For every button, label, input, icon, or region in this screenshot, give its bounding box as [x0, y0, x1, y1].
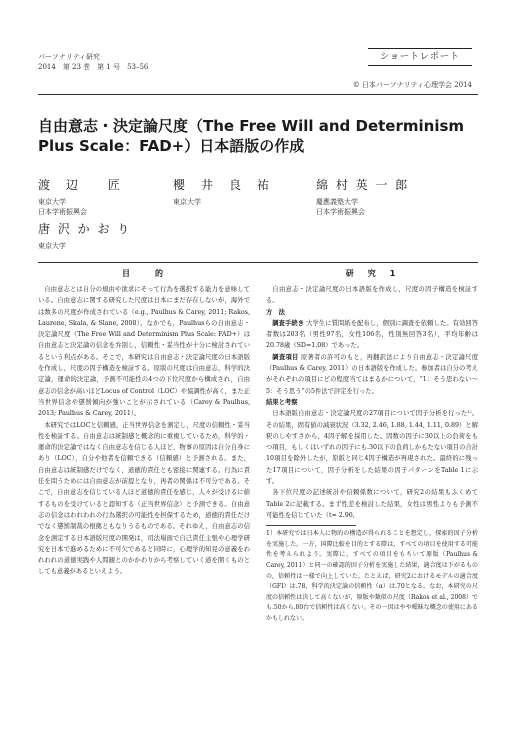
author-affiliation: 日本学術振興会	[38, 208, 87, 216]
body-paragraph: 自由意志とは自分の規由や欲求にそって行為を選択する能力を意味している。自由意志に関する研究した尺度は日本にまだ存在しないが，海外では数多の尺度が作成されている（e.g., Paulhus & Carey, 2011; Rakos, Laurene, Skala, & Slane, 2008）。なかでも，Paulhusらの自由意志・決定論尺度（The Free Will and Determinism Plus Scale: FAD+）は自由意志と決定論の信念を弁別し，信頼性・妥当性が十分に検討されているという利点がある。そこで，本研究は自由意志・決定論尺度の日本語版を作成し，尺度の因子構造を検証する。原版の尺度は自由意志，科学的決定論，運命的決定論，予測不可能性の4つの下位尺度から構成され，自由意志の信念が高いほどLocus of Control（LOC）や協調性が高く，また正当世界信念や懲罰傾向が強いことが示されている（Carey & Paulhus, 2013; Paulhus & Carey, 2011）。	[38, 286, 250, 418]
right-column	[266, 268, 478, 625]
results-heading: 結果と考察	[266, 398, 298, 406]
author-name: 櫻 井 良 祐	[173, 178, 272, 192]
author-block-4	[38, 220, 131, 251]
author-block-2	[173, 176, 271, 207]
journal-issue: 2014 第 23 巻 第 1 号 53–56	[38, 63, 149, 71]
journal-meta	[38, 52, 148, 72]
copyright-notice: © 日本パーソナリティ心理学会 2014	[352, 81, 472, 89]
author-rule	[38, 262, 478, 263]
author-affiliation: 東京大学	[38, 198, 66, 206]
author-name: 唐 沢 か お り	[38, 222, 132, 236]
section-heading-purpose: 目 的	[122, 269, 166, 278]
paper-title-line1: 自由意志・決定論尺度（The Free Will and Determinism	[38, 117, 465, 135]
author-block-1	[38, 176, 122, 217]
author-affiliation: 東京大学	[173, 198, 201, 206]
journal-name: パーソナリティ研究	[38, 53, 101, 61]
header-rule	[38, 94, 478, 95]
author-affiliation: 東京大学	[38, 242, 66, 250]
author-name: 綿 村 英 一 郎	[316, 178, 410, 192]
left-column	[38, 268, 250, 578]
participants-text: 大学生に質問紙を配布し，個別に調査を依頼した。有効回答者数は203名（男性97名，女性106名，性別無回答3名），平均年齢は20.78歳（SD=1.08）であった。	[266, 319, 478, 350]
results-text-2: 各下位尺度の記述統計や信頼係数について，研究2の結果もふくめてTable 2に記載する。まず性差を検討した結果，女性は男性よりも予測不可能性を信じていた（t= 2.96,	[266, 489, 478, 519]
author-affiliation: 日本学術振興会	[316, 208, 365, 216]
footnote: 1）本研究では日本人に物的の構造が得られることを想定し，探索的因子分析を実施した。一方，国際比較を目的とする際は，すべての項目を使用する可能性を考えられよう。実際に，すべての項目をもちいて原版（Paulhus & Carey, 2011）と同一の確認的因子分析を実施した結果，適合度は下がるものの，信頼性は一様で向上していた。たとえば，研究2におけるモデルの適合度（GFI）は.78，科学的決定論の信頼性（α）は.70となる。なお，本研究の尺度の信頼性は決して高くないが，原版や類似の尺度（Rakos et al., 2008）でも.50から.80台で信頼性は高くない。その一因はやや曖昧な概念の使用にあるかもしれない。	[266, 530, 478, 622]
author-name: 渡 辺 匠	[38, 178, 123, 192]
footnote-rule	[266, 525, 356, 526]
paper-title-line2: Plus Scale：FAD+）日本語版の作成	[38, 137, 305, 155]
materials-text: 原著者の許可のもと，再翻訳法により自由意志・決定論尺度（Paulhus & Carey, 2011）の日本語版を作成した。参加者は自分の考えがそれぞれの項目にどの程度当てはまるかについて，“1：そう思わない～5：そう思う”の5件法で評定を行った。	[266, 353, 479, 395]
paper-title	[38, 116, 478, 156]
method-heading: 方 法	[266, 308, 285, 316]
author-block-3	[316, 176, 409, 217]
materials-label: 調査項目	[272, 353, 299, 361]
study-intro: 自由意志・決定論尺度の日本語版を作成し，尺度の因子構造を検証する。	[266, 286, 478, 305]
author-affiliation: 慶應義塾大学	[316, 198, 358, 206]
results-text: 日本語版自由意志・決定論尺度の27項目について因子分析を行った¹⁾。その結果，固有値の減衰状況（3.32, 2.46, 1.88, 1.44, 1.11, 0.89）と解釈のしやすさから，4因子解を採用した。因数の因子に30以上の負荷をもつ項目，もしくはいずれの因子にも.30以下の負荷しかもたない項目の合計10項目を除外したが，原版と同じ4因子構造が再現された。最終的に残った17項目について，因子分析をした結果の因子パターンをTable 1に示す。	[266, 410, 478, 486]
section-heading-study1: 研 究 1	[345, 269, 399, 278]
participants-label: 調査手続き	[272, 319, 305, 327]
article-type-badge: ショートレポート	[368, 48, 472, 66]
body-paragraph: 本研究ではLOCと信頼感，正当世界信念を測定し，尺度の信頼性・妥当性を検証する。自由意志は統制感と概念的に重複しているため，科学的・運命的決定論ではなく自由意志を信じる人ほど，物事の原因は自分自身にあり（LOC），自分や他者を信頼できる（信頼感）と予測される。また，自由意志は統制感だけでなく，道徳的責任とも密接に関連する。行為に責任を問うためには自由意志が前提となり，再者の関係は不可分である。そこで，自由意志を信じている人ほど道徳的責任を感じ，人々が受けるに値するものを受けていると認知する（正当世界信念）と予測できる。自由意志の信念はわれわれの行為選択の可能性を担保するため，道徳的責任だけでなく懲罰制裁の根拠ともなりうるものである。それゆえ，自由意志の信念を測定する日本語版尺度の開発は，司法場面で自己責任主張や心理学研究を日本で進めるために不可欠であると同時に，心理学的知見の意義をわれわれの道徳実践や人間観とのかかわりから考察していく道を開くものとしても意義があるといえよう。	[38, 421, 250, 576]
